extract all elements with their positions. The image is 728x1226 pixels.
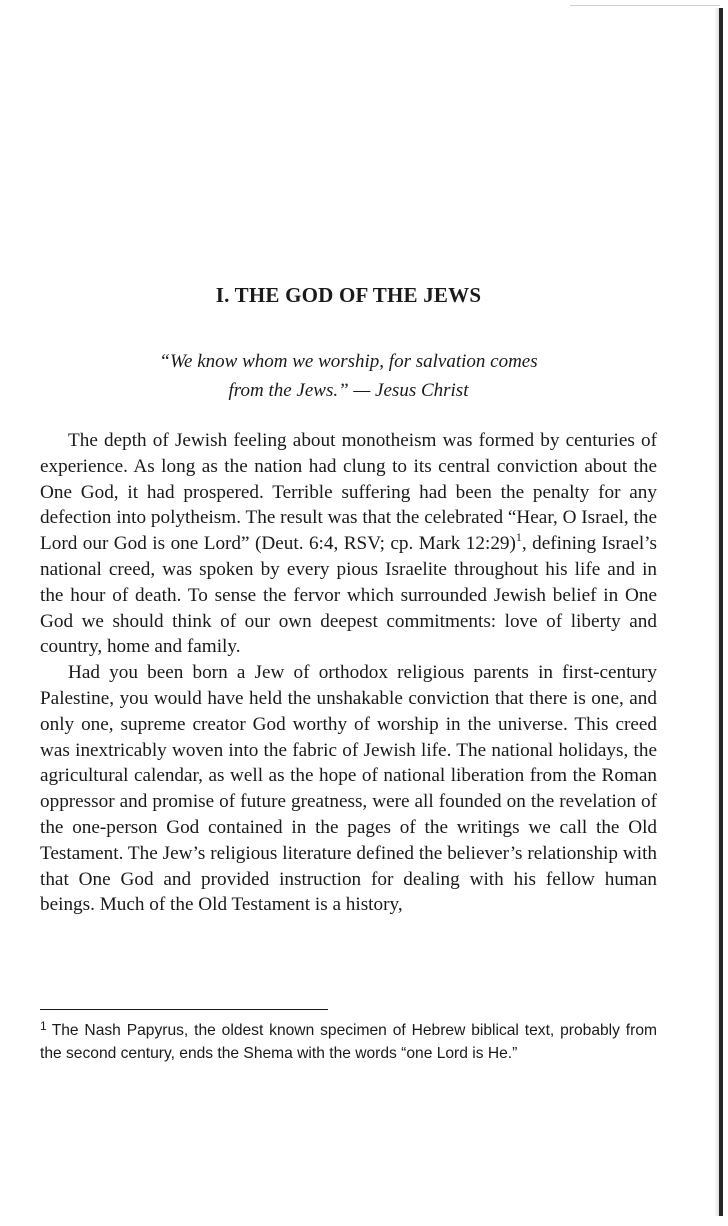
paragraph-1 [40,428,657,660]
body-text [40,428,657,918]
footnote-mark: 1 [40,1019,47,1033]
paragraph-2: Had you been born a Jew of orthodox religious parents in first-century Palestine, you would have held the unshakable conviction that there is one, and only one, supreme creator God worthy of worship in the universe. This creed was inextricably woven into the fabric of Jewish life. The national holidays, the agricultural calendar, as well as the hope of national liberation from the Roman oppressor and promise of future greatness, were all founded on the revelation of the one-person God contained in the pages of the writings we call the Old Testament. The Jew’s religious literature defined the believer’s relationship with that One God and provided instruction for dealing with his fellow human beings. Much of the Old Testament is a history, [40,662,657,916]
footnote-reference[interactable]: 1 [515,530,522,545]
paragraph-1-part-b: , defining Israel’s national creed, was spoken by every pious Israelite throughout his life and in the hour of death. To sense the fervor which surrounded Jewish belief in One God we should think of our own deepest commitments: love of liberty and country, home and family. [40,533,657,658]
footnote-separator [40,1009,328,1010]
epigraph-line-2: from the Jews.” — Jesus Christ [228,380,469,401]
footnote-text: The Nash Papyrus, the oldest known specimen of Hebrew biblical text, probably from the second century, ends the Shema with the words “one Lord is He.” [40,1022,657,1062]
top-edge-line [570,5,720,6]
chapter-title: I. THE GOD OF THE JEWS [215,283,482,307]
epigraph [40,347,657,405]
footnote [40,1019,657,1065]
epigraph-line-1: “We know whom we worship, for salvation comes [159,351,538,372]
book-spine-edge [719,8,723,1216]
paragraph-1-part-a: The depth of Jewish feeling about monotheism was formed by centuries of experience. As long as the nation had clung to its central conviction about the One God, it had prospered. Terrible suffering had been the penalty for any defection into polytheism. The result was that the celebrated “Hear, O Israel, the Lord our God is one Lord” (Deut. 6:4, RSV; cp. Mark 12:29) [40,430,657,555]
